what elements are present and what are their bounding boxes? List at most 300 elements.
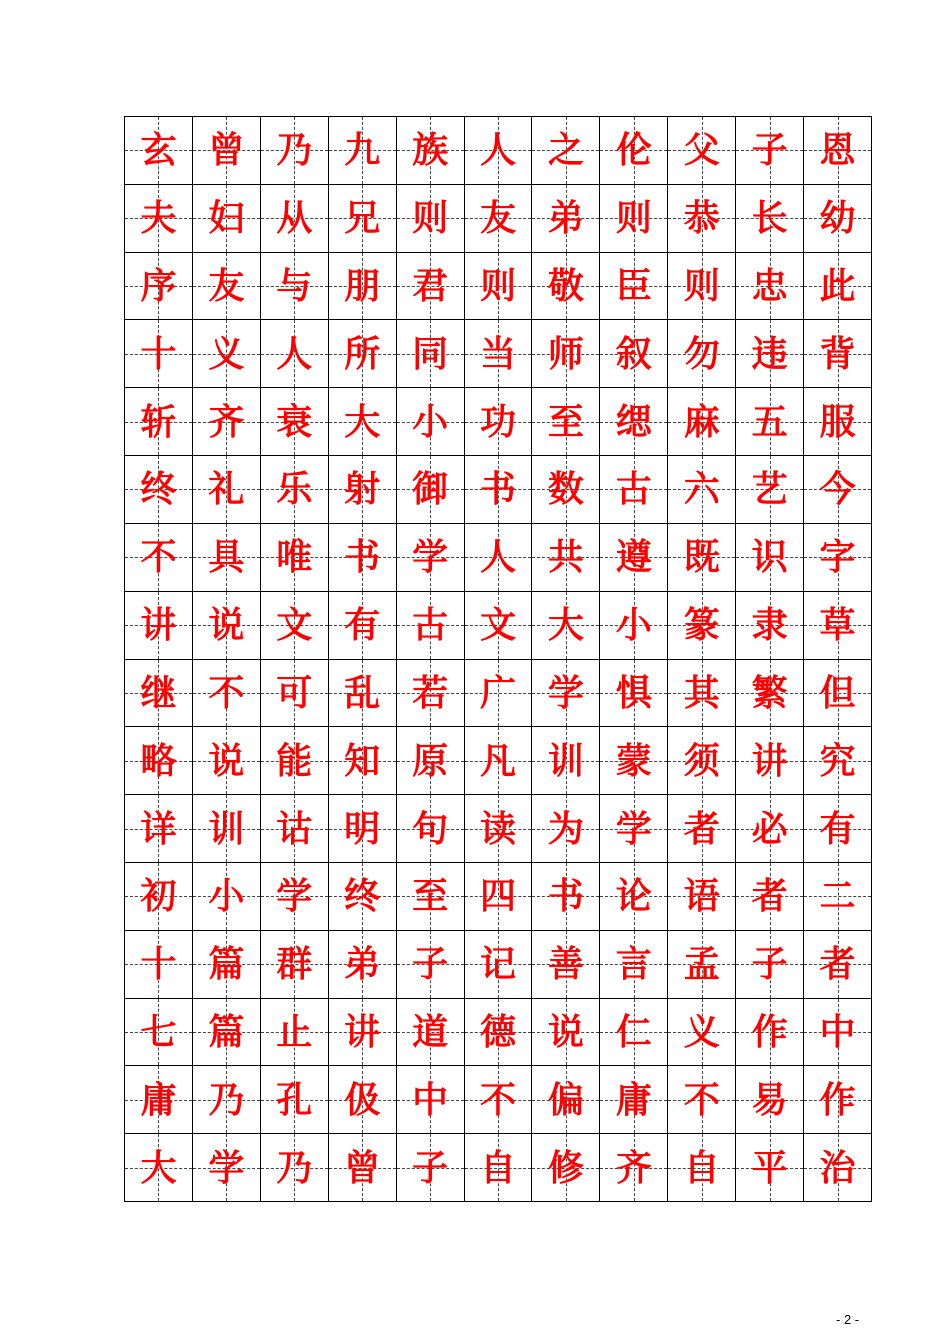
character: 义: [683, 1010, 720, 1053]
grid-cell: [736, 795, 804, 863]
grid-cell: [329, 660, 397, 728]
character: 同: [412, 332, 449, 375]
grid-cell: [193, 1066, 261, 1134]
character: 子: [751, 129, 788, 172]
grid-cell: [329, 1134, 397, 1202]
grid-cell: [532, 1066, 600, 1134]
character: 子: [751, 943, 788, 986]
grid-cell: [465, 456, 533, 524]
grid-cell: [193, 253, 261, 321]
grid-cell: [804, 253, 872, 321]
character: 麻: [683, 400, 720, 443]
grid-cell: [261, 117, 329, 185]
grid-cell: [397, 795, 465, 863]
grid-cell: [668, 1134, 736, 1202]
character: 不: [208, 671, 245, 714]
grid-cell: [125, 524, 193, 592]
grid-cell: [532, 592, 600, 660]
character: 蒙: [615, 739, 652, 782]
grid-cell: [193, 863, 261, 931]
grid-cell: [261, 185, 329, 253]
character: 妇: [208, 197, 245, 240]
character: 缌: [615, 400, 652, 443]
grid-cell: [193, 931, 261, 999]
character: 则: [412, 197, 449, 240]
grid-cell: [261, 524, 329, 592]
grid-cell: [532, 931, 600, 999]
grid-cell: [261, 931, 329, 999]
grid-cell: [600, 863, 668, 931]
character: 易: [751, 1078, 788, 1121]
character: 大: [547, 604, 584, 647]
grid-cell: [804, 388, 872, 456]
grid-cell: [532, 185, 600, 253]
grid-cell: [532, 999, 600, 1067]
character: 记: [479, 943, 516, 986]
character: 齐: [615, 1146, 652, 1189]
character: 能: [276, 739, 313, 782]
grid-cell: [397, 185, 465, 253]
grid-cell: [329, 863, 397, 931]
character: 其: [683, 671, 720, 714]
grid-cell: [125, 456, 193, 524]
character: 当: [479, 332, 516, 375]
character: 者: [683, 807, 720, 850]
grid-cell: [125, 253, 193, 321]
grid-cell: [668, 660, 736, 728]
grid-cell: [804, 524, 872, 592]
grid-cell: [193, 117, 261, 185]
character: 继: [140, 671, 177, 714]
character: 不: [140, 536, 177, 579]
grid-cell: [668, 1066, 736, 1134]
character: 敬: [547, 265, 584, 308]
grid-cell: [668, 253, 736, 321]
character: 序: [140, 265, 177, 308]
grid-cell: [397, 863, 465, 931]
grid-cell: [465, 117, 533, 185]
grid-cell: [397, 388, 465, 456]
grid-cell: [465, 999, 533, 1067]
grid-cell: [600, 117, 668, 185]
character: 言: [615, 943, 652, 986]
grid-cell: [261, 863, 329, 931]
grid-cell: [397, 117, 465, 185]
character: 十: [140, 332, 177, 375]
character: 君: [412, 265, 449, 308]
grid-cell: [736, 999, 804, 1067]
grid-cell: [465, 388, 533, 456]
character: 诂: [276, 807, 313, 850]
character: 文: [479, 604, 516, 647]
grid-cell: [532, 524, 600, 592]
character: 从: [276, 197, 313, 240]
grid-cell: [193, 592, 261, 660]
character: 止: [276, 1010, 313, 1053]
character: 礼: [208, 468, 245, 511]
grid-cell: [532, 117, 600, 185]
character: 详: [140, 807, 177, 850]
grid-cell: [532, 253, 600, 321]
character: 子: [412, 943, 449, 986]
character: 功: [479, 400, 516, 443]
grid-cell: [329, 999, 397, 1067]
character: 必: [751, 807, 788, 850]
grid-cell: [125, 660, 193, 728]
grid-cell: [329, 185, 397, 253]
grid-cell: [193, 524, 261, 592]
grid-cell: [600, 727, 668, 795]
character: 训: [547, 739, 584, 782]
character: 与: [276, 265, 313, 308]
character: 讲: [344, 1010, 381, 1053]
character: 道: [412, 1010, 449, 1053]
character: 小: [412, 400, 449, 443]
grid-cell: [736, 727, 804, 795]
character: 幼: [819, 197, 856, 240]
character: 广: [479, 671, 516, 714]
grid-cell: [261, 456, 329, 524]
character: 古: [615, 468, 652, 511]
character: 仁: [615, 1010, 652, 1053]
character: 恩: [819, 129, 856, 172]
character: 大: [344, 400, 381, 443]
grid-cell: [329, 320, 397, 388]
grid-cell: [804, 999, 872, 1067]
character: 作: [751, 1010, 788, 1053]
grid-cell: [193, 727, 261, 795]
character: 者: [751, 875, 788, 918]
character: 夫: [140, 197, 177, 240]
grid-cell: [600, 456, 668, 524]
grid-cell: [397, 660, 465, 728]
grid-cell: [261, 388, 329, 456]
grid-cell: [193, 320, 261, 388]
grid-cell: [668, 863, 736, 931]
grid-cell: [736, 388, 804, 456]
grid-cell: [736, 524, 804, 592]
grid-cell: [465, 1134, 533, 1202]
grid-cell: [125, 863, 193, 931]
grid-cell: [261, 592, 329, 660]
character: 弟: [344, 943, 381, 986]
grid-cell: [736, 931, 804, 999]
character: 有: [819, 807, 856, 850]
grid-cell: [668, 999, 736, 1067]
character: 惧: [615, 671, 652, 714]
character: 讲: [140, 604, 177, 647]
character: 书: [344, 536, 381, 579]
character: 父: [683, 129, 720, 172]
character: 群: [276, 943, 313, 986]
character: 论: [615, 875, 652, 918]
grid-cell: [193, 660, 261, 728]
character: 初: [140, 875, 177, 918]
character: 兄: [344, 197, 381, 240]
grid-cell: [736, 456, 804, 524]
character: 乃: [276, 129, 313, 172]
character: 说: [208, 739, 245, 782]
grid-cell: [193, 388, 261, 456]
character: 治: [819, 1146, 856, 1189]
character: 朋: [344, 265, 381, 308]
grid-cell: [261, 320, 329, 388]
character: 臣: [615, 265, 652, 308]
grid-cell: [329, 388, 397, 456]
character: 可: [276, 671, 313, 714]
character: 师: [547, 332, 584, 375]
character: 学: [547, 671, 584, 714]
grid-cell: [193, 1134, 261, 1202]
grid-cell: [804, 320, 872, 388]
grid-cell: [736, 185, 804, 253]
grid-cell: [600, 660, 668, 728]
character: 孔: [276, 1078, 313, 1121]
grid-cell: [261, 727, 329, 795]
character: 人: [479, 536, 516, 579]
grid-cell: [397, 253, 465, 321]
calligraphy-grid: [124, 116, 872, 1202]
grid-cell: [600, 388, 668, 456]
character: 所: [344, 332, 381, 375]
grid-cell: [193, 999, 261, 1067]
grid-cell: [804, 660, 872, 728]
character: 学: [208, 1146, 245, 1189]
grid-cell: [125, 727, 193, 795]
grid-cell: [804, 931, 872, 999]
character: 繁: [751, 671, 788, 714]
grid-cell: [397, 320, 465, 388]
character: 此: [819, 265, 856, 308]
character: 读: [479, 807, 516, 850]
character: 文: [276, 604, 313, 647]
character: 语: [683, 875, 720, 918]
grid-cell: [600, 795, 668, 863]
character: 若: [412, 671, 449, 714]
grid-cell: [600, 931, 668, 999]
grid-cell: [804, 1066, 872, 1134]
character: 自: [683, 1146, 720, 1189]
grid-cell: [397, 727, 465, 795]
grid-cell: [397, 524, 465, 592]
grid-cell: [668, 931, 736, 999]
character: 为: [547, 807, 584, 850]
grid-cell: [397, 999, 465, 1067]
grid-cell: [804, 117, 872, 185]
grid-cell: [804, 592, 872, 660]
character: 篇: [208, 1010, 245, 1053]
grid-cell: [125, 999, 193, 1067]
character: 自: [479, 1146, 516, 1189]
character: 友: [208, 265, 245, 308]
character: 四: [479, 875, 516, 918]
character: 但: [819, 671, 856, 714]
character: 草: [819, 604, 856, 647]
character: 勿: [683, 332, 720, 375]
grid-cell: [465, 1066, 533, 1134]
character: 则: [479, 265, 516, 308]
character: 伋: [344, 1078, 381, 1121]
character: 小: [615, 604, 652, 647]
grid-cell: [668, 117, 736, 185]
character: 作: [819, 1078, 856, 1121]
character: 隶: [751, 604, 788, 647]
grid-cell: [532, 727, 600, 795]
grid-cell: [125, 592, 193, 660]
grid-cell: [532, 863, 600, 931]
character: 乃: [276, 1146, 313, 1189]
character: 学: [412, 536, 449, 579]
grid-cell: [668, 185, 736, 253]
grid-cell: [668, 456, 736, 524]
character: 御: [412, 468, 449, 511]
grid-cell: [193, 185, 261, 253]
grid-cell: [261, 660, 329, 728]
grid-cell: [668, 727, 736, 795]
character: 子: [412, 1146, 449, 1189]
character: 共: [547, 536, 584, 579]
character: 叙: [615, 332, 652, 375]
grid-cell: [804, 727, 872, 795]
character: 知: [344, 739, 381, 782]
character: 篆: [683, 604, 720, 647]
grid-cell: [261, 999, 329, 1067]
character: 既: [683, 536, 720, 579]
character: 庸: [615, 1078, 652, 1121]
grid-cell: [397, 456, 465, 524]
character: 背: [819, 332, 856, 375]
grid-cell: [668, 388, 736, 456]
character: 唯: [276, 536, 313, 579]
grid-cell: [465, 660, 533, 728]
character: 今: [819, 468, 856, 511]
character: 六: [683, 468, 720, 511]
character: 乃: [208, 1078, 245, 1121]
character: 九: [344, 129, 381, 172]
character: 修: [547, 1146, 584, 1189]
grid-cell: [125, 320, 193, 388]
grid-cell: [736, 1134, 804, 1202]
character: 曾: [344, 1146, 381, 1189]
grid-cell: [329, 456, 397, 524]
grid-cell: [125, 388, 193, 456]
character: 者: [819, 943, 856, 986]
grid-cell: [668, 320, 736, 388]
character: 说: [547, 1010, 584, 1053]
grid-cell: [193, 795, 261, 863]
character: 艺: [751, 468, 788, 511]
character: 偏: [547, 1078, 584, 1121]
character: 究: [819, 739, 856, 782]
character: 之: [547, 129, 584, 172]
character: 字: [819, 536, 856, 579]
grid-cell: [600, 320, 668, 388]
character: 则: [683, 265, 720, 308]
character: 弟: [547, 197, 584, 240]
grid-cell: [532, 795, 600, 863]
grid-cell: [532, 388, 600, 456]
character: 违: [751, 332, 788, 375]
grid-cell: [329, 795, 397, 863]
character: 数: [547, 468, 584, 511]
character: 训: [208, 807, 245, 850]
grid-cell: [465, 320, 533, 388]
character: 孟: [683, 943, 720, 986]
character: 德: [479, 1010, 516, 1053]
character: 篇: [208, 943, 245, 986]
character: 友: [479, 197, 516, 240]
grid-cell: [736, 592, 804, 660]
grid-cell: [465, 795, 533, 863]
character: 十: [140, 943, 177, 986]
grid-cell: [329, 117, 397, 185]
grid-cell: [125, 795, 193, 863]
character: 不: [683, 1078, 720, 1121]
grid-cell: [465, 863, 533, 931]
character: 明: [344, 807, 381, 850]
grid-cell: [600, 592, 668, 660]
character: 射: [344, 468, 381, 511]
character: 乱: [344, 671, 381, 714]
grid-cell: [600, 253, 668, 321]
grid-cell: [532, 660, 600, 728]
grid-cell: [804, 456, 872, 524]
grid-cell: [465, 592, 533, 660]
grid-cell: [465, 931, 533, 999]
character: 服: [819, 400, 856, 443]
character: 曾: [208, 129, 245, 172]
character: 须: [683, 739, 720, 782]
character: 略: [140, 739, 177, 782]
grid-cell: [329, 253, 397, 321]
character: 伦: [615, 129, 652, 172]
grid-cell: [193, 456, 261, 524]
character: 学: [276, 875, 313, 918]
grid-cell: [397, 931, 465, 999]
character: 凡: [479, 739, 516, 782]
character: 恭: [683, 197, 720, 240]
character: 学: [615, 807, 652, 850]
character: 古: [412, 604, 449, 647]
grid-cell: [125, 1134, 193, 1202]
grid-cell: [329, 592, 397, 660]
character: 人: [276, 332, 313, 375]
grid-cell: [804, 1134, 872, 1202]
character: 衰: [276, 400, 313, 443]
grid-cell: [668, 795, 736, 863]
grid-cell: [261, 1134, 329, 1202]
grid-cell: [465, 524, 533, 592]
grid-cell: [668, 524, 736, 592]
grid-cell: [465, 253, 533, 321]
character: 书: [547, 875, 584, 918]
grid-cell: [736, 253, 804, 321]
character: 小: [208, 875, 245, 918]
grid-cell: [329, 524, 397, 592]
character: 遵: [615, 536, 652, 579]
character: 族: [412, 129, 449, 172]
grid-cell: [668, 592, 736, 660]
character: 长: [751, 197, 788, 240]
character: 乐: [276, 468, 313, 511]
character: 句: [412, 807, 449, 850]
grid-cell: [736, 660, 804, 728]
character: 二: [819, 875, 856, 918]
grid-cell: [804, 863, 872, 931]
grid-cell: [736, 863, 804, 931]
character: 七: [140, 1010, 177, 1053]
character: 忠: [751, 265, 788, 308]
